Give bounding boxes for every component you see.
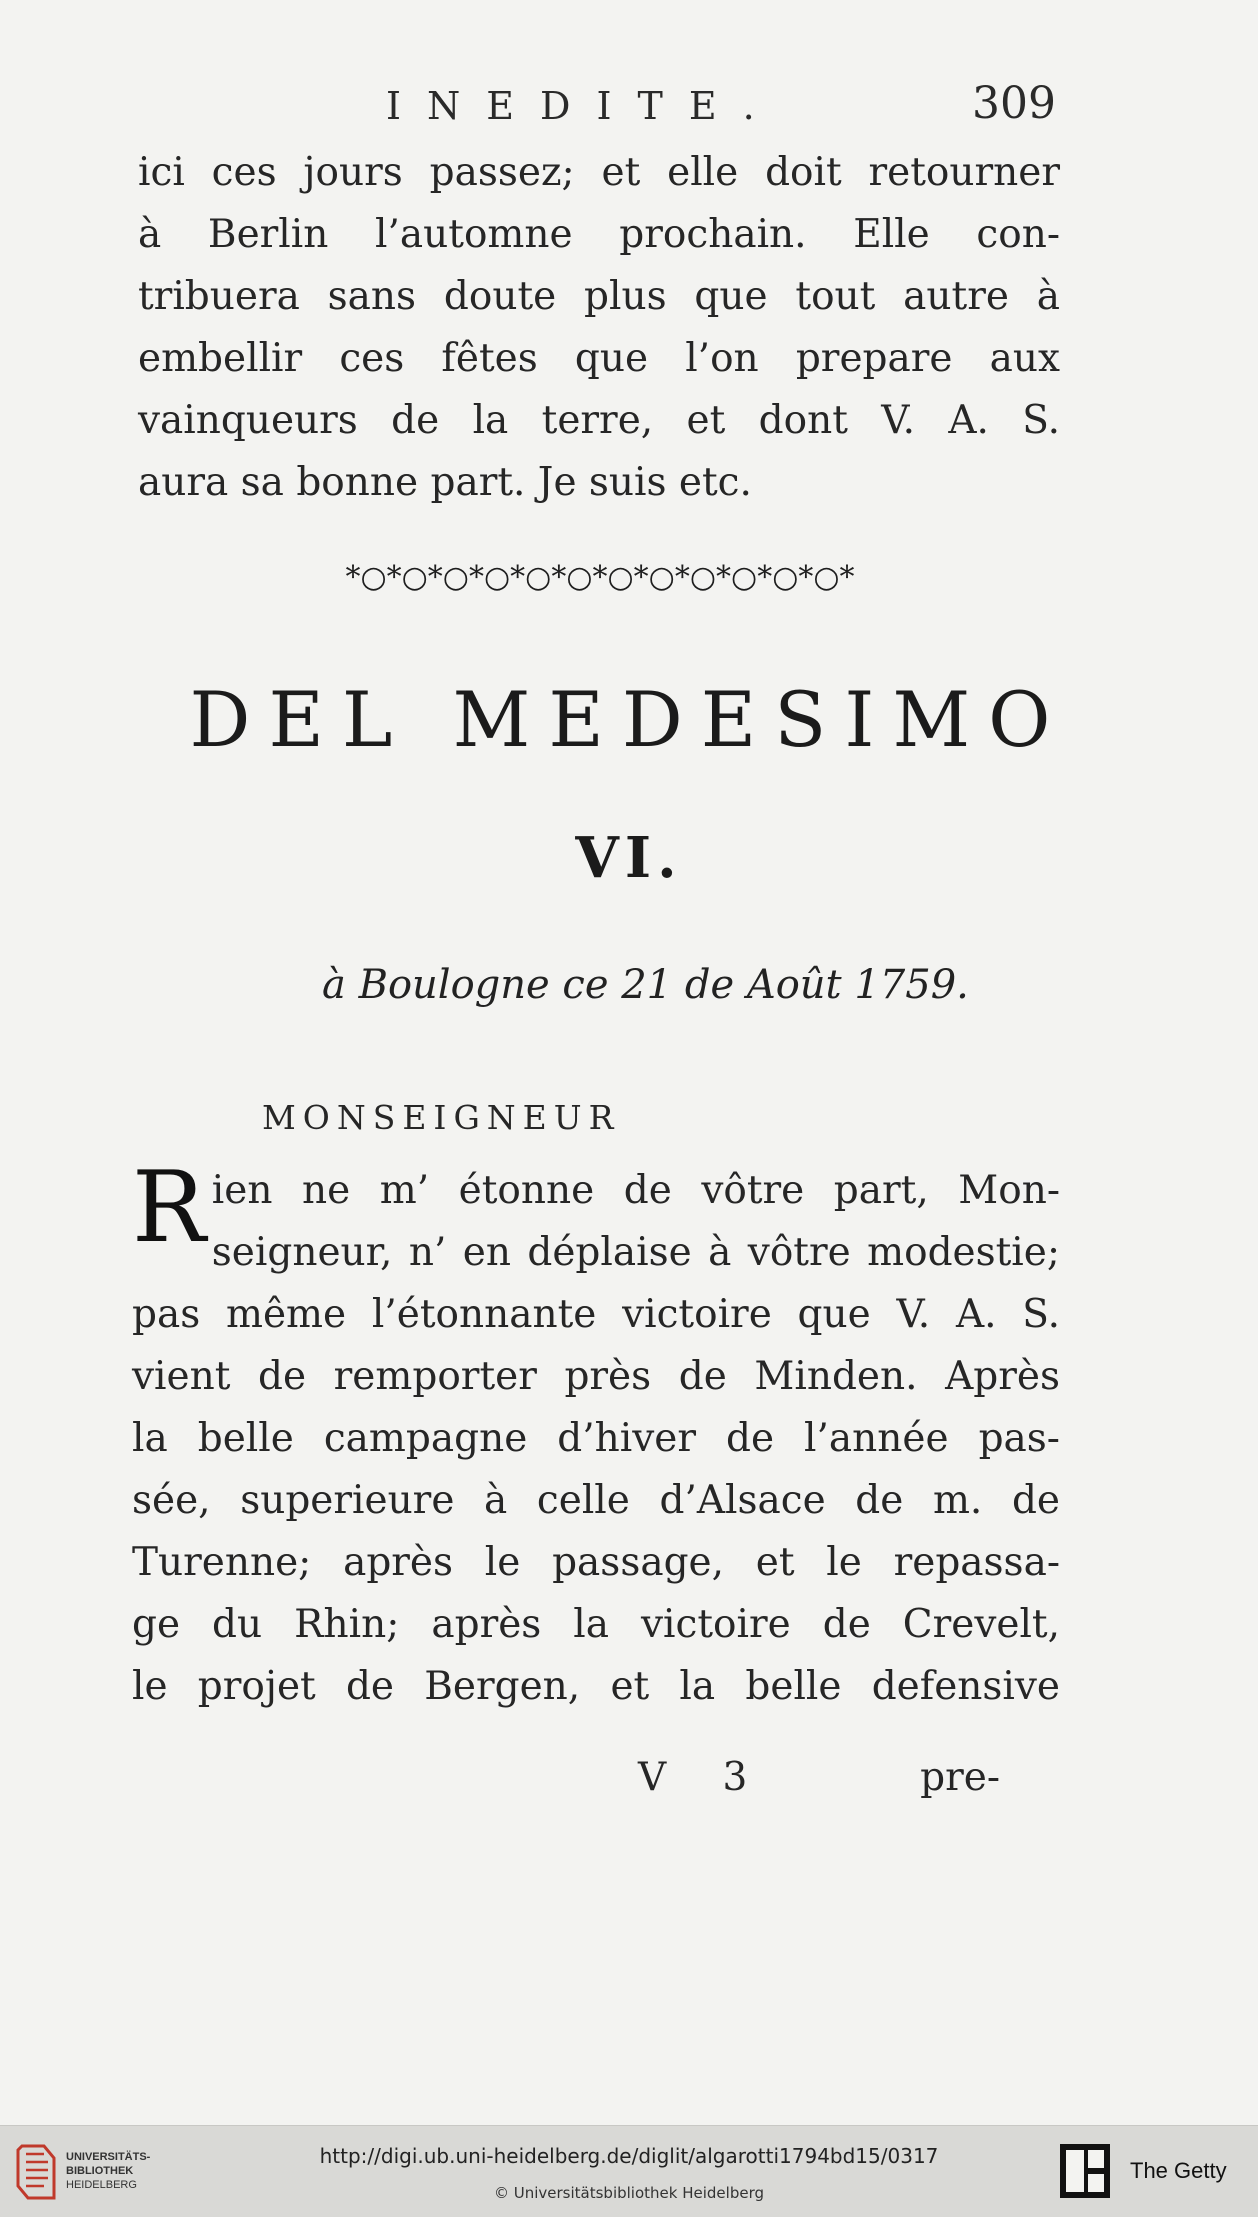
logo-text-line: UNIVERSITÄTS- bbox=[66, 2151, 151, 2163]
permalink-url[interactable]: http://digi.ub.uni-heidelberg.de/diglit/algarotti1794bd15/0317 bbox=[319, 2144, 939, 2168]
signature-mark: V 3 bbox=[638, 1755, 770, 1800]
logo-text-line: HEIDELBERG bbox=[66, 2179, 137, 2191]
text-line: la belle campagne d’hiver de l’année pas- bbox=[132, 1416, 1060, 1461]
logo-text-line: BIBLIOTHEK bbox=[66, 2165, 134, 2177]
text-line: le projet de Bergen, et la belle defensive bbox=[132, 1664, 1060, 1709]
previous-letter-ending bbox=[138, 142, 1060, 514]
running-head bbox=[386, 78, 1066, 138]
text-line: aura sa bonne part. Je suis etc. bbox=[138, 460, 752, 505]
text-line: seigneur, n’ en déplaise à vôtre modestie; bbox=[211, 1230, 1060, 1275]
dateline: à Boulogne ce 21 de Août 1759. bbox=[322, 962, 969, 1008]
first-line-text: ien ne m’ étonne de vôtre part, Mon- bbox=[211, 1168, 1060, 1213]
getty-logo[interactable] bbox=[1058, 2142, 1248, 2202]
viewer-footer bbox=[0, 2125, 1258, 2217]
getty-logo-icon bbox=[1058, 2142, 1112, 2200]
text-line: pas même l’étonnante victoire que V. A. S. bbox=[132, 1292, 1060, 1337]
getty-label: The Getty bbox=[1130, 2158, 1227, 2183]
salutation: MONSEIGNEUR bbox=[262, 1098, 621, 1137]
text-line: tribuera sans doute plus que tout autre à bbox=[138, 274, 1060, 319]
page-number: 309 bbox=[972, 78, 1056, 129]
text-line: à Berlin l’automne prochain. Elle con- bbox=[138, 212, 1060, 257]
letter-body bbox=[132, 1151, 1060, 1718]
text-line: ici ces jours passez; et elle doit retourner bbox=[138, 150, 1060, 195]
text-line: vainqueurs de la terre, et dont V. A. S. bbox=[138, 398, 1060, 443]
letter-heading: DEL MEDESIMO bbox=[189, 675, 1069, 764]
text-line: sée, superieure à celle d’Alsace de m. de bbox=[132, 1478, 1060, 1523]
text-line: vient de remporter près de Minden. Après bbox=[132, 1354, 1060, 1399]
drop-cap: R bbox=[132, 1151, 206, 1265]
ornamental-rule: *○*○*○*○*○*○*○*○*○*○*○*○* bbox=[345, 560, 855, 595]
running-title: INEDITE. bbox=[386, 84, 781, 128]
copyright-notice: © Universitätsbibliothek Heidelberg bbox=[493, 2184, 764, 2202]
catchword-line bbox=[138, 1755, 1060, 1815]
catchword: pre- bbox=[920, 1755, 1000, 1800]
text-line: ge du Rhin; après la victoire de Crevelt, bbox=[132, 1602, 1060, 1647]
text-line: Turenne; après le passage, et le repassa- bbox=[132, 1540, 1060, 1585]
text-line: embellir ces fêtes que l’on prepare aux bbox=[138, 336, 1060, 381]
letter-number: VI. bbox=[575, 825, 683, 891]
